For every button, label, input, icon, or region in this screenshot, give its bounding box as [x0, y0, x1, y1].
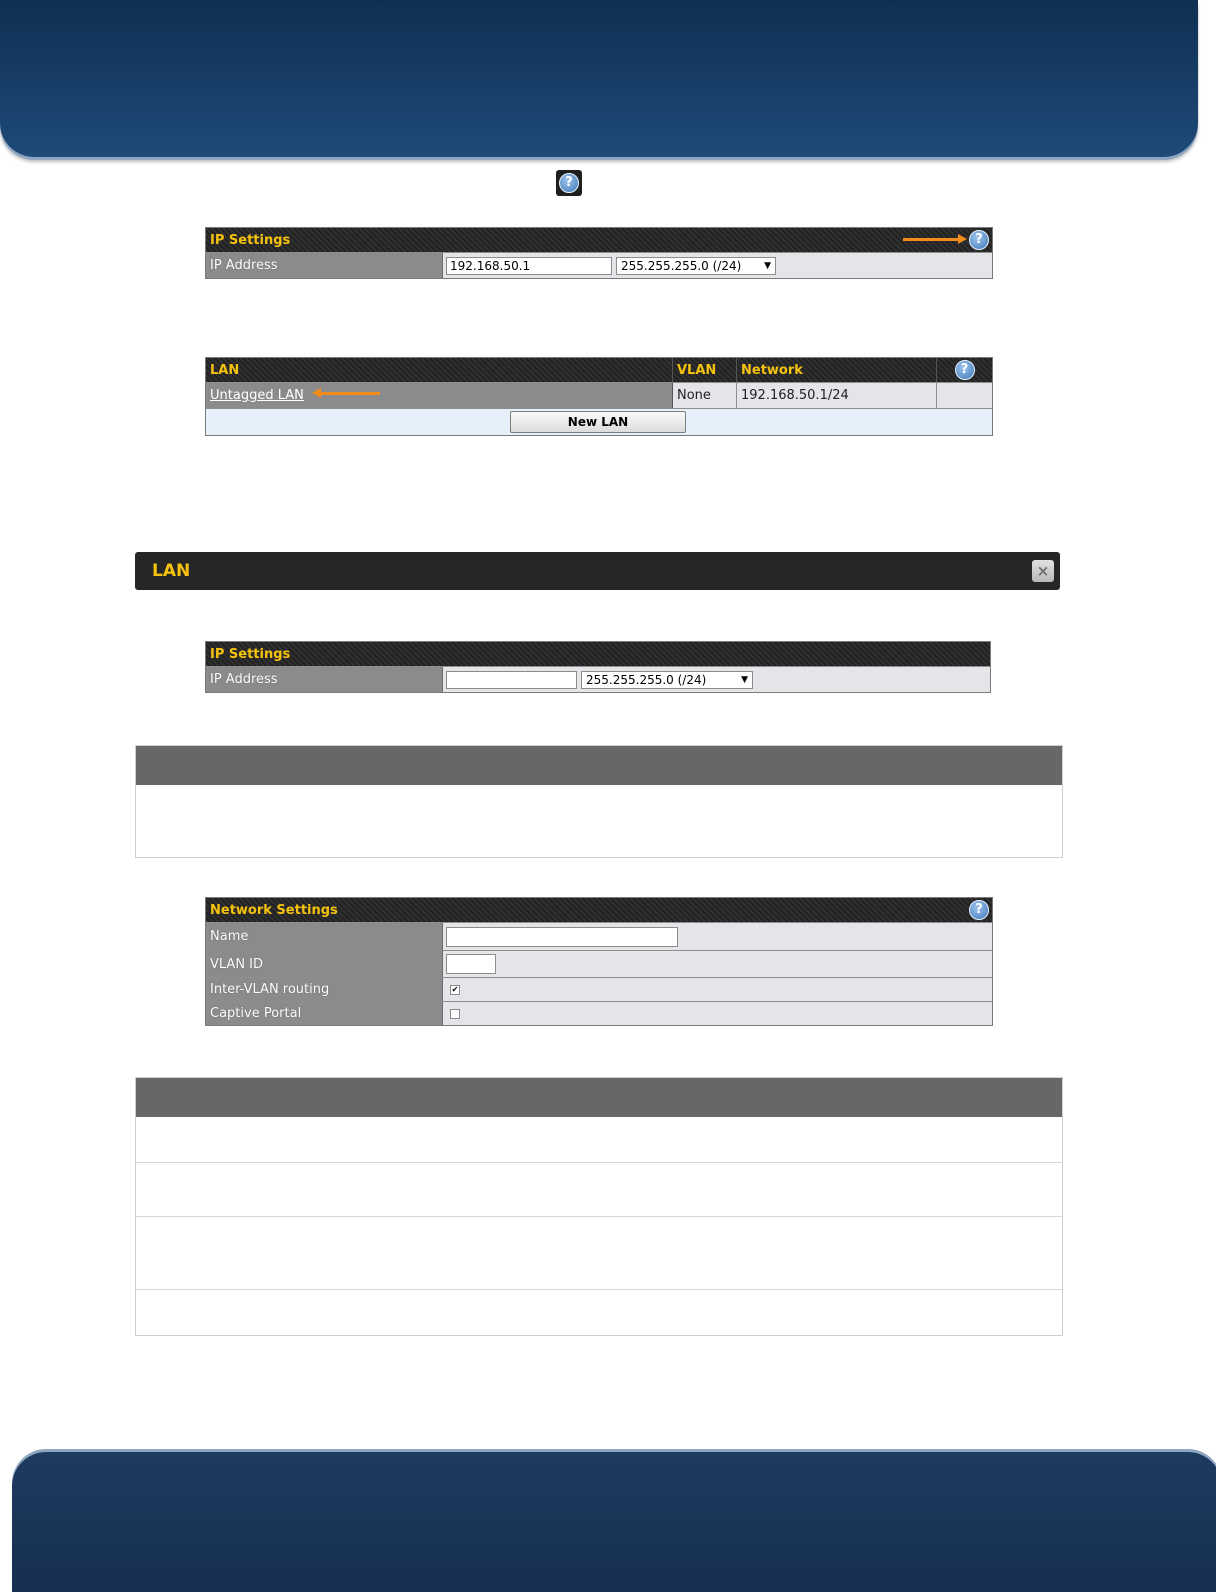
- network-settings-header: [206, 898, 992, 922]
- name-input[interactable]: [446, 927, 678, 947]
- help-icon[interactable]: ?: [955, 360, 975, 380]
- name-label: Name: [206, 923, 443, 950]
- close-icon[interactable]: ×: [1032, 560, 1054, 582]
- description-row: [136, 1117, 1062, 1162]
- lan-table: [205, 357, 993, 436]
- col-vlan: VLAN: [673, 358, 737, 382]
- inline-help-icon-box: [556, 170, 582, 196]
- description-row: [136, 1162, 1062, 1216]
- dropdown-caret-icon: ▼: [741, 674, 748, 685]
- description-row: [136, 1216, 1062, 1289]
- ip-settings-title: IP Settings: [210, 232, 291, 248]
- inter-vlan-label: Inter-VLAN routing: [206, 978, 443, 1001]
- untagged-lan-link[interactable]: Untagged LAN: [210, 388, 304, 403]
- description-table-body: [136, 785, 1062, 857]
- lan-table-footer: [206, 408, 992, 435]
- vlan-id-row: [206, 950, 992, 977]
- network-settings-title: Network Settings: [210, 902, 338, 918]
- col-network: Network: [737, 358, 937, 382]
- description-table-2: [135, 1077, 1063, 1336]
- dialog-ip-address-label: IP Address: [206, 667, 443, 692]
- captive-portal-checkbox[interactable]: [450, 1009, 460, 1019]
- captive-portal-label: Captive Portal: [206, 1002, 443, 1025]
- dialog-ip-settings-header: [206, 642, 990, 666]
- captive-portal-row: [206, 1001, 992, 1025]
- description-table-header: [136, 1078, 1062, 1117]
- ip-address-label: IP Address: [206, 253, 443, 278]
- inter-vlan-checkbox[interactable]: ✔: [451, 984, 459, 994]
- subnet-select-value: 255.255.255.0 (/24): [621, 258, 742, 273]
- dialog-subnet-select-value: 255.255.255.0 (/24): [586, 672, 707, 687]
- dropdown-caret-icon: ▼: [764, 260, 771, 271]
- dialog-ip-settings-panel: [205, 641, 991, 693]
- dialog-title: LAN: [152, 561, 191, 581]
- row-network: 192.168.50.1/24: [737, 383, 937, 408]
- ip-settings-panel: [205, 227, 993, 279]
- page-header-banner: [0, 0, 1198, 157]
- ip-address-input[interactable]: 192.168.50.1: [446, 257, 612, 275]
- name-row: [206, 922, 992, 950]
- dialog-ip-address-input[interactable]: [446, 671, 577, 689]
- ip-address-row: [206, 252, 992, 278]
- dialog-ip-address-row: [206, 666, 990, 692]
- description-table-header: [136, 746, 1062, 785]
- page-footer-banner: [12, 1452, 1216, 1592]
- description-row: [136, 1289, 1062, 1335]
- col-lan: LAN: [206, 358, 673, 382]
- lan-table-header: [206, 358, 992, 382]
- dialog-subnet-select[interactable]: [581, 671, 753, 689]
- orange-arrow-annotation: [903, 238, 959, 241]
- vlan-id-label: VLAN ID: [206, 951, 443, 977]
- ip-settings-header: [206, 228, 992, 252]
- help-icon[interactable]: ?: [969, 230, 989, 250]
- network-settings-panel: [205, 897, 993, 1026]
- new-lan-button[interactable]: New LAN: [510, 411, 686, 433]
- lan-dialog-titlebar: [135, 552, 1060, 590]
- help-icon: ?: [559, 173, 579, 193]
- orange-arrow-annotation: [320, 392, 380, 395]
- vlan-id-input[interactable]: [446, 954, 496, 974]
- table-row: [206, 382, 992, 408]
- row-vlan: None: [673, 383, 737, 408]
- description-table-1: [135, 745, 1063, 858]
- dialog-ip-settings-title: IP Settings: [210, 646, 291, 662]
- subnet-select[interactable]: [616, 257, 776, 275]
- help-icon[interactable]: ?: [969, 900, 989, 920]
- inter-vlan-row: [206, 977, 992, 1001]
